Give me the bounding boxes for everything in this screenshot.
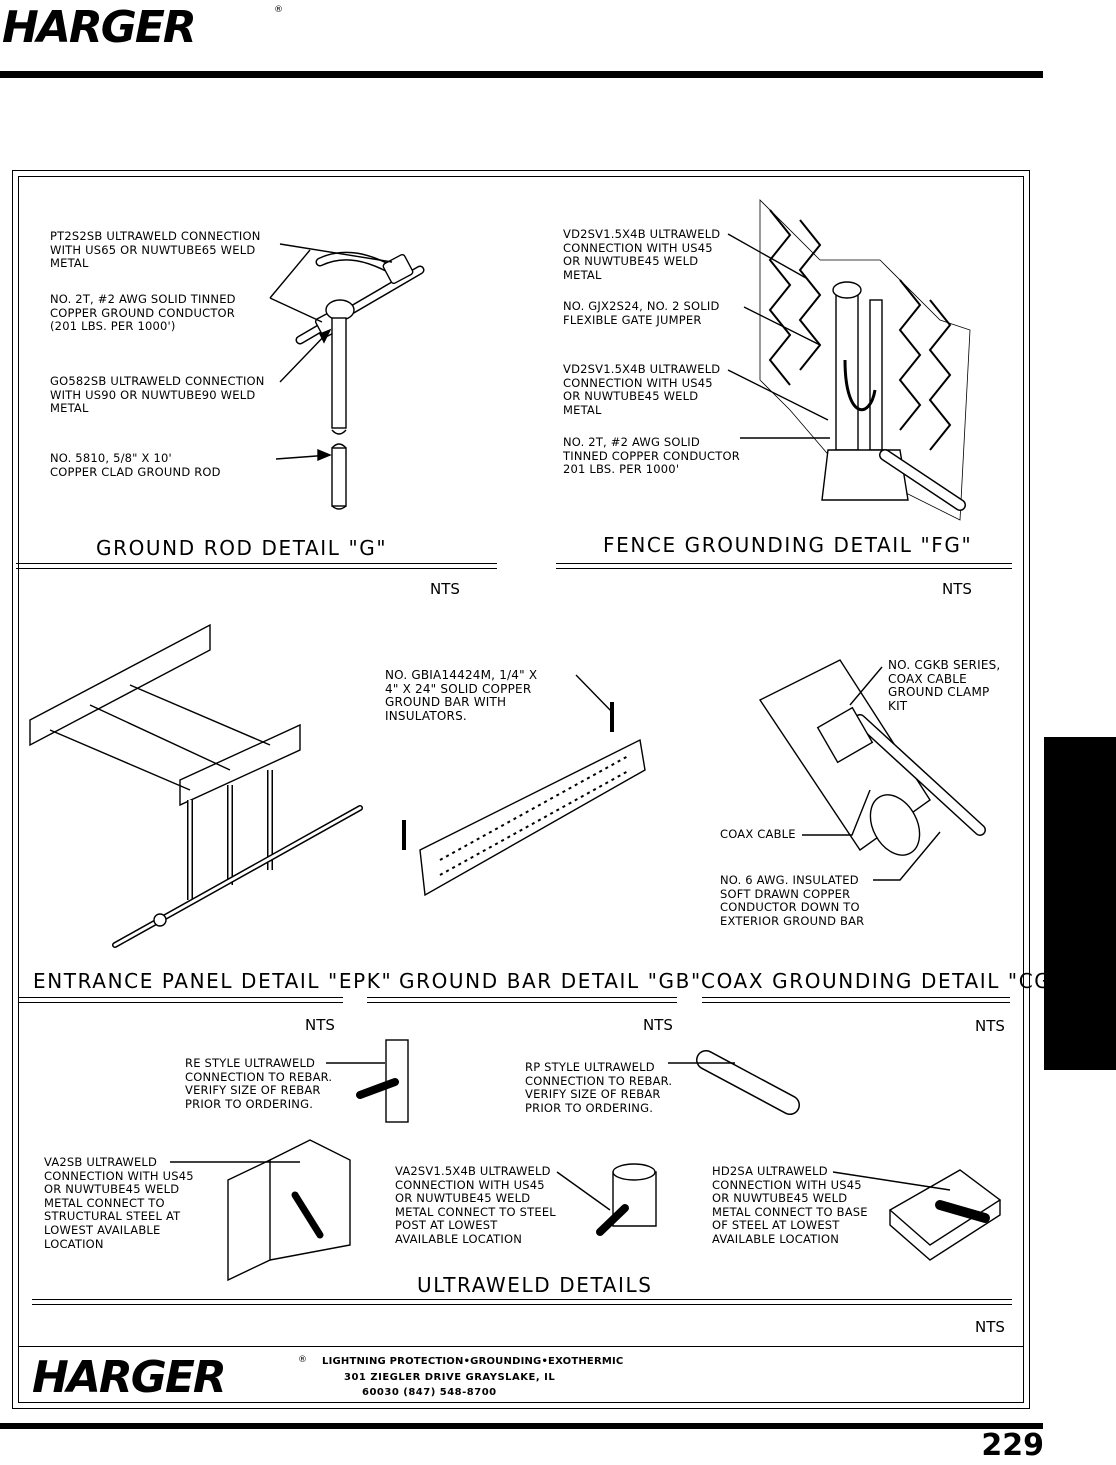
ground-bar-title-rule	[367, 997, 677, 1003]
page-number: 229	[981, 1428, 1044, 1463]
header-logo-text: HARGER	[2, 2, 195, 50]
ground-rod-title-rule	[16, 563, 497, 569]
entrance-detail-title: ENTRANCE PANEL DETAIL "EPK"	[33, 969, 393, 993]
ultraweld-note-hd2sa: HD2SA ULTRAWELD CONNECTION WITH US45 OR NUWTUBE45 WELD METAL CONNECT TO BASE OF STEEL AT LOWEST AVAILABLE LOCATION	[712, 1164, 868, 1246]
footer-rule	[0, 1423, 1043, 1429]
ground-rod-detail-title: GROUND ROD DETAIL "G"	[96, 536, 388, 560]
fence-nts: NTS	[942, 580, 972, 598]
ground-bar-note: NO. GBIA14424M, 1/4" X 4" X 24" SOLID COPPER GROUND BAR WITH INSULATORS.	[385, 668, 538, 723]
coax-nts: NTS	[975, 1017, 1005, 1035]
fence-note-conductor: NO. 2T, #2 AWG SOLID TINNED COPPER CONDUCTOR 201 LBS. PER 1000'	[563, 435, 740, 477]
coax-title-rule	[702, 997, 1010, 1003]
header-registered-mark: ®	[274, 5, 283, 15]
ground-rod-note-weld-pt2s2sb: PT2S2SB ULTRAWELD CONNECTION WITH US65 OR NUWTUBE65 WELD METAL	[50, 229, 261, 271]
fence-note-weld-2: VD2SV1.5X4B ULTRAWELD CONNECTION WITH US45 OR NUWTUBE45 WELD METAL	[563, 362, 721, 417]
ultraweld-note-va2sb: VA2SB ULTRAWELD CONNECTION WITH US45 OR NUWTUBE45 WELD METAL CONNECT TO STRUCTURAL STEEL AT LOWEST AVAILABLE LOCATION	[44, 1155, 194, 1251]
ground-rod-note-conductor: NO. 2T, #2 AWG SOLID TINNED COPPER GROUND CONDUCTOR (201 LBS. PER 1000')	[50, 292, 236, 334]
ultraweld-details-title: ULTRAWELD DETAILS	[417, 1273, 653, 1297]
ground-rod-note-weld-go582sb: GO582SB ULTRAWELD CONNECTION WITH US90 OR NUWTUBE90 WELD METAL	[50, 374, 265, 416]
entrance-title-rule	[18, 997, 343, 1003]
footer-registered-mark: ®	[298, 1355, 307, 1365]
fence-note-weld-1: VD2SV1.5X4B ULTRAWELD CONNECTION WITH US45 OR NUWTUBE45 WELD METAL	[563, 227, 721, 282]
ultraweld-note-va2sv: VA2SV1.5X4B ULTRAWELD CONNECTION WITH US45 OR NUWTUBE45 WELD METAL CONNECT TO STEEL POST AT LOWEST AVAILABLE LOCATION	[395, 1164, 556, 1246]
coax-note-conductor: NO. 6 AWG. INSULATED SOFT DRAWN COPPER CONDUCTOR DOWN TO EXTERIOR GROUND BAR	[720, 873, 865, 928]
coax-note-cable: COAX CABLE	[720, 827, 796, 841]
footer-address-line2: 60030 (847) 548-8700	[362, 1387, 497, 1398]
fence-title-rule	[556, 563, 1012, 569]
ultraweld-note-rp-style: RP STYLE ULTRAWELD CONNECTION TO REBAR. VERIFY SIZE OF REBAR PRIOR TO ORDERING.	[525, 1060, 673, 1115]
ultraweld-note-re-style: RE STYLE ULTRAWELD CONNECTION TO REBAR. VERIFY SIZE OF REBAR PRIOR TO ORDERING.	[185, 1056, 333, 1111]
ground-bar-nts: NTS	[643, 1016, 673, 1034]
fence-detail-title: FENCE GROUNDING DETAIL "FG"	[603, 533, 973, 557]
entrance-nts: NTS	[305, 1016, 335, 1034]
ground-rod-nts: NTS	[430, 580, 460, 598]
footer-logo	[30, 1350, 310, 1398]
ground-rod-note-rod: NO. 5810, 5/8" X 10' COPPER CLAD GROUND ROD	[50, 451, 221, 479]
fence-note-gate-jumper: NO. GJX2S24, NO. 2 SOLID FLEXIBLE GATE JUMPER	[563, 299, 720, 327]
coax-note-clamp-kit: NO. CGKB SERIES, COAX CABLE GROUND CLAMP KIT	[888, 658, 1001, 713]
coax-detail-title: COAX GROUNDING DETAIL "CGK"	[701, 969, 1077, 993]
entrance-panel-illustration	[30, 625, 360, 945]
ground-bar-detail-title: GROUND BAR DETAIL "GB"	[399, 969, 702, 993]
ultraweld-title-rule	[32, 1299, 1012, 1305]
ground-rod-illustration	[270, 244, 420, 509]
footer-tagline: LIGHTNING PROTECTION•GROUNDING•EXOTHERMIC	[322, 1356, 624, 1367]
ultraweld-nts: NTS	[975, 1318, 1005, 1336]
fence-illustration	[728, 200, 970, 520]
footer-address-line1: 301 ZIEGLER DRIVE GRAYSLAKE, IL	[344, 1372, 556, 1383]
footer-logo-text: HARGER	[32, 1352, 225, 1398]
